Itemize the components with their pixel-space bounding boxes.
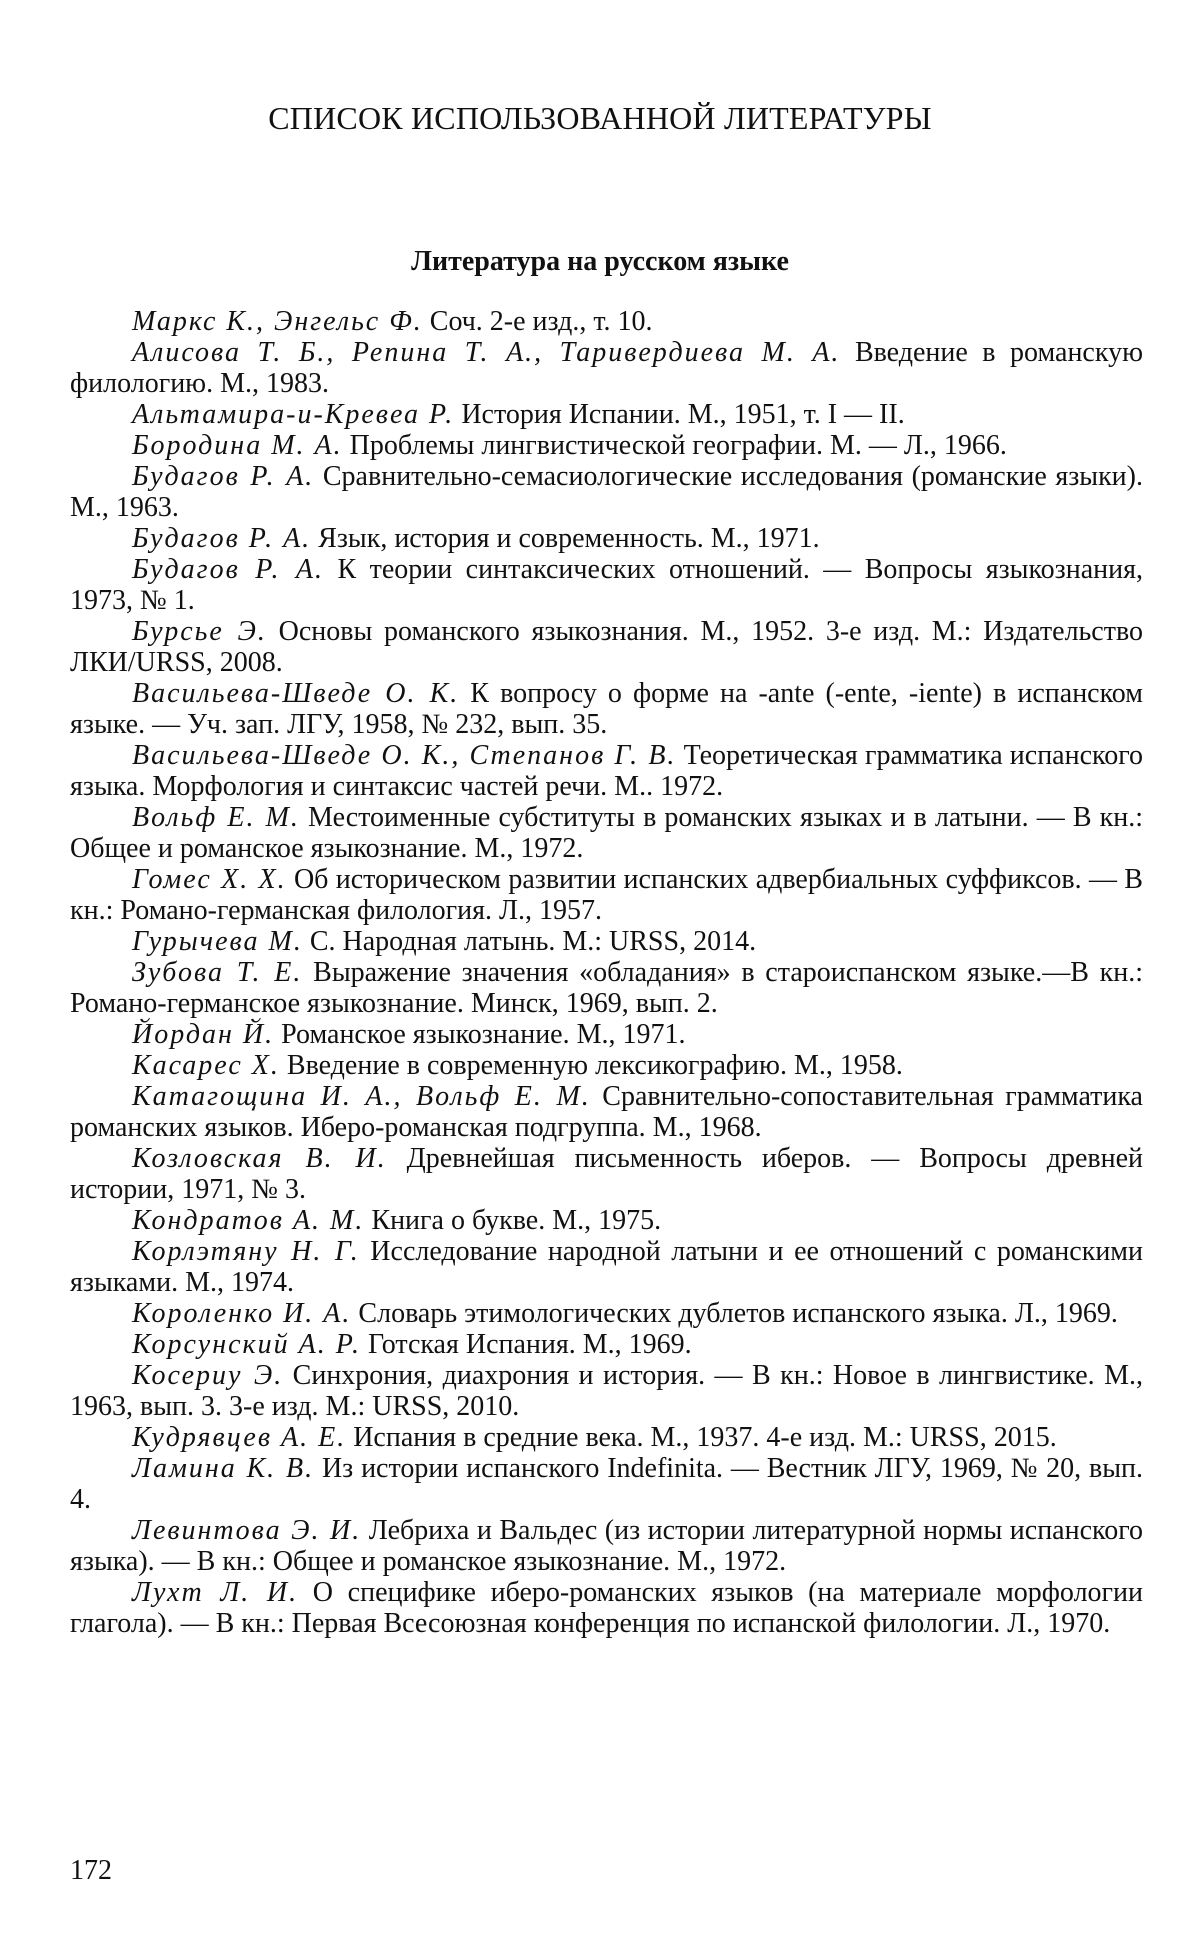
bibliography-entry [70,1019,1143,1050]
bibliography-entry [70,1422,1143,1453]
bibliography-entry [70,1143,1143,1205]
entry-author: Кудрявцев А. Е. [132,1422,347,1453]
entry-text: Готская Испания. М., 1969. [361,1329,692,1360]
entry-text: Местоименные субституты в романских языках и в латыни. — В кн.: Общее и романское языкознание. М., 1972. [70,802,1144,864]
entry-text: Введение в современную лексикографию. М., 1958. [279,1050,903,1081]
bibliography-list [70,306,1143,1639]
entry-text: Соч. 2-е изд., т. 10. [422,306,653,337]
bibliography-entry [70,1577,1143,1639]
entry-author: Будагов Р. А. [132,461,315,492]
entry-author: Бородина М. А. [132,430,343,461]
entry-author: Бурсье Э. [132,616,267,647]
entry-author: Будагов Р. А. [132,523,312,554]
entry-text: Испания в средние века. М., 1937. 4-е изд. М.: URSS, 2015. [346,1422,1057,1453]
entry-author: Зубова Т. Е. [132,957,303,988]
entry-text: Сравнительно-семасиологические исследования (романские языки). М., 1963. [70,461,1143,523]
entry-author: Косериу Э. [132,1360,284,1391]
bibliography-entry [70,1515,1143,1577]
bibliography-entry [70,1205,1143,1236]
entry-text: Сравнительно-сопоставительная грамматика романских языков. Иберо-романская подгруппа. М., 1968. [70,1081,1143,1143]
entry-text: Романское языкознание. М., 1971. [274,1019,686,1050]
entry-text: Синхрония, диахрония и история. — В кн.: Новое в лингвистике. М., 1963, вып. 3. 3-е изд. М.: URSS, 2010. [70,1360,1143,1422]
entry-author: Алисова Т. Б., Репина Т. А., Таривердиева М. А. [132,337,841,368]
entry-text: С. Народная латынь. М.: URSS, 2014. [302,926,757,957]
bibliography-entry [70,926,1143,957]
page-title: СПИСОК ИСПОЛЬЗОВАННОЙ ЛИТЕРАТУРЫ [268,100,932,136]
bibliography-entry [70,461,1143,523]
entry-text: К вопросу о форме на -ante (-ente, -iente) в испанском языке. — Уч. зап. ЛГУ, 1958, № 232, вып. 35. [70,678,1143,740]
bibliography-entry [70,430,1143,461]
entry-author: Касарес Х. [132,1050,280,1081]
bibliography-entry [70,864,1143,926]
entry-text: Проблемы лингвистической географии. М. — Л., 1966. [342,430,1007,461]
bibliography-entry [70,523,1143,554]
entry-text: Книга о букве. М., 1975. [364,1205,662,1236]
entry-author: Маркс К., Энгельс Ф. [132,306,423,337]
entry-author: Корсунский А. Р. [132,1329,362,1360]
entry-text: О специфике иберо-романских языков (на материале морфологии глагола). — В кн.: Первая Всесоюзная конференция по испанской филологии. Л., 1970. [70,1577,1143,1639]
entry-author: Вольф Е. М. [132,802,300,833]
bibliography-entry [70,1329,1143,1360]
entry-text: Теоретическая грамматика испанского языка. Морфология и синтаксис частей речи. М.. 1972. [70,740,1143,802]
bibliography-entry [70,616,1143,678]
entry-author: Васильева-Шведе О. К. [132,678,460,709]
entry-text: Язык, история и современность. М., 1971. [311,523,820,554]
entry-text: Словарь этимологических дублетов испанского языка. Л., 1969. [351,1298,1118,1329]
bibliography-entry [70,554,1143,616]
bibliography-entry [70,678,1143,740]
entry-text: История Испании. М., 1951, т. I — II. [454,399,905,430]
entry-author: Козловская В. И. [132,1143,387,1174]
entry-text: К теории синтаксических отношений. — Вопросы языкознания, 1973, № 1. [70,554,1143,616]
entry-author: Альтамира-и-Кревеа Р. [132,399,455,430]
entry-text: Исследование народной латыни и ее отношений с романскими языками. М., 1974. [70,1236,1144,1298]
entry-author: Будагов Р. А. [132,554,325,585]
entry-text: Лебриха и Вальдес (из истории литературной нормы испанского языка). — В кн.: Общее и романское языкознание. М., 1972. [70,1515,1143,1577]
bibliography-entry [70,802,1143,864]
bibliography-entry [70,1236,1143,1298]
bibliography-entry [70,1081,1143,1143]
entry-text: Основы романского языкознания. М., 1952. 3-е изд. М.: Издательство ЛКИ/URSS, 2008. [70,616,1144,678]
entry-text: Об историческом развитии испанских адвербиальных суффиксов. — В кн.: Романо-германская филология. Л., 1957. [70,864,1143,926]
bibliography-entry [70,337,1143,399]
bibliography-entry [70,1360,1143,1422]
section-heading: Литература на русском языке [411,246,789,277]
bibliography-entry [70,306,1143,337]
entry-author: Ламина К. В. [132,1453,315,1484]
bibliography-entry [70,1453,1143,1515]
entry-author: Гурычева М. [132,926,303,957]
bibliography-entry [70,1050,1143,1081]
entry-author: Гомес Х. Х. [132,864,287,895]
entry-author: Йордан Й. [132,1019,275,1050]
entry-text: Введение в романскую филологию. М., 1983. [70,337,1143,399]
entry-author: Короленко И. А. [132,1298,352,1329]
bibliography-entry [70,1298,1143,1329]
entry-author: Кондратов А. М. [132,1205,365,1236]
entry-author: Катагощина И. А., Вольф Е. М. [132,1081,591,1112]
entry-author: Левинтова Э. И. [132,1515,362,1546]
entry-author: Корлэтяну Н. Г. [132,1236,360,1267]
entry-text: Из истории испанского Indefinita. — Вестник ЛГУ, 1969, № 20, вып. 4. [70,1453,1144,1515]
page-number: 172 [70,1855,112,1886]
bibliography-entry [70,740,1143,802]
bibliography-entry [70,957,1143,1019]
entry-text: Выражение значения «обладания» в староиспанском языке.—В кн.: Романо-германское языкознание. Минск, 1969, вып. 2. [70,957,1143,1019]
entry-text: Древнейшая письменность иберов. — Вопросы древней истории, 1971, № 3. [70,1143,1144,1205]
entry-author: Лухт Л. И. [132,1577,299,1608]
entry-author: Васильева-Шведе О. К., Степанов Г. В. [132,740,677,771]
bibliography-entry [70,399,1143,430]
